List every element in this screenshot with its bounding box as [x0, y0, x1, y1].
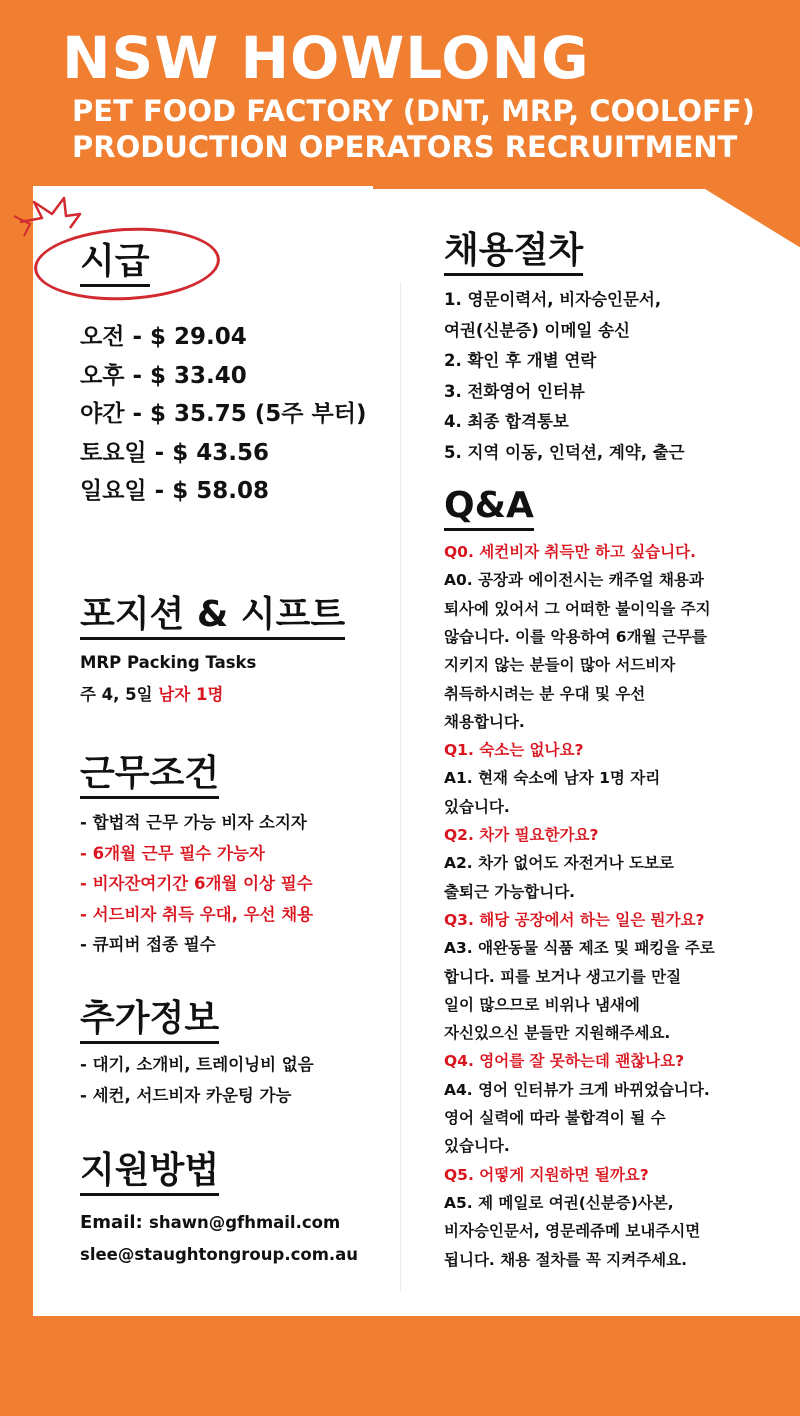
- condition-item: - 큐피버 접종 필수: [80, 935, 216, 954]
- condition-item: - 서드비자 취득 우대, 우선 채용: [80, 904, 314, 924]
- conditions-heading: 근무조건: [80, 752, 219, 799]
- process-step: 여권(신분증) 이메일 송신: [444, 320, 630, 340]
- qa-answer: A3. 애완동물 식품 제조 및 패킹을 주로: [444, 939, 715, 958]
- qa-answer: 있습니다.: [444, 797, 510, 816]
- qa-question: Q3. 해당 공장에서 하는 일은 뭔가요?: [444, 910, 705, 929]
- wage-rate-saturday: 토요일 - $ 43.56: [80, 439, 269, 466]
- qa-answer: 출퇴근 가능합니다.: [444, 882, 576, 901]
- position-shift-highlight: 남자 1명: [158, 685, 224, 704]
- qa-answer: 합니다. 피를 보거나 생고기를 만질: [444, 967, 682, 986]
- process-step: 3. 전화영어 인터뷰: [444, 381, 585, 401]
- position-heading: 포지션 & 시프트: [80, 593, 345, 640]
- qa-answer: 자신있으신 분들만 지원해주세요.: [444, 1024, 671, 1043]
- qa-answer: 퇴사에 있어서 그 어떠한 불이익을 주지: [444, 599, 711, 618]
- qa-answer: 않습니다. 이를 악용하여 6개월 근무를: [444, 627, 707, 646]
- process-step: 2. 확인 후 개별 연락: [444, 351, 597, 371]
- apply-heading: 지원방법: [80, 1149, 219, 1196]
- process-step: 5. 지역 이동, 인덕션, 계약, 출근: [444, 443, 685, 462]
- qa-heading: Q&A: [444, 484, 534, 531]
- condition-item: - 6개월 근무 필수 가능자: [80, 843, 265, 863]
- qa-answer: 취득하시려는 분 우대 및 우선: [444, 684, 646, 703]
- process-heading: 채용절차: [444, 229, 583, 276]
- wage-rate-night: 야간 - $ 35.75 (5주 부터): [80, 401, 367, 427]
- email-link-2[interactable]: slee@staughtongroup.com.au: [80, 1245, 359, 1264]
- qa-answer: A1. 현재 숙소에 남자 1명 자리: [444, 769, 661, 788]
- apply-email-line: [80, 1208, 340, 1239]
- qa-question: Q1. 숙소는 없나요?: [444, 741, 584, 760]
- qa-answer: 영어 실력에 따라 불합격이 될 수: [444, 1109, 666, 1127]
- wage-rate-sunday: 일요일 - $ 58.08: [80, 478, 269, 504]
- subtitle-line-2: PRODUCTION OPERATORS RECRUITMENT: [72, 130, 738, 164]
- qa-question: Q5. 어떻게 지원하면 될까요?: [444, 1165, 649, 1184]
- qa-answer: 비자승인문서, 영문레쥬메 보내주시면: [444, 1222, 701, 1241]
- wage-heading: 시급: [80, 240, 150, 287]
- qa-answer: A5. 제 메일로 여권(신분증)사본,: [444, 1193, 674, 1212]
- qa-question: Q4. 영어를 잘 못하는데 괜찮나요?: [444, 1052, 685, 1071]
- condition-item: - 합법적 근무 가능 비자 소지자: [80, 813, 307, 832]
- qa-answer: 됩니다. 채용 절차를 꼭 지켜주세요.: [444, 1250, 687, 1269]
- qa-answer: 지키지 않는 분들이 많아 서드비자: [444, 656, 676, 675]
- qa-answer: A4. 영어 인터뷰가 크게 바뀌었습니다.: [444, 1080, 710, 1099]
- main-title: NSW HOWLONG: [62, 24, 590, 92]
- extra-item: - 대기, 소개비, 트레이닝비 없음: [80, 1055, 314, 1074]
- qa-answer: 채용합니다.: [444, 712, 525, 731]
- process-step: 1. 영문이력서, 비자승인문서,: [444, 290, 662, 309]
- extra-heading: 추가정보: [80, 997, 219, 1044]
- position-shift: [80, 680, 223, 711]
- email-link-1[interactable]: shawn@gfhmail.com: [149, 1213, 341, 1232]
- qa-question: Q2. 차가 필요한가요?: [444, 826, 599, 844]
- position-task: MRP Packing Tasks: [80, 653, 257, 672]
- subtitle-line-1: PET FOOD FACTORY (DNT, MRP, COOLOFF): [72, 94, 755, 128]
- qa-question: Q0. 세컨비자 취득만 하고 싶습니다.: [444, 543, 696, 561]
- qa-answer: 일이 많으므로 비위나 냄새에: [444, 995, 640, 1014]
- condition-item: - 비자잔여기간 6개월 이상 필수: [80, 874, 313, 893]
- qa-answer: A2. 차가 없어도 자전거나 도보로: [444, 854, 674, 873]
- extra-item: - 세컨, 서드비자 카운팅 가능: [80, 1085, 292, 1105]
- process-step: 4. 최종 합격통보: [444, 412, 569, 432]
- email-label: Email:: [80, 1212, 150, 1233]
- wage-rate-morning: 오전 - $ 29.04: [80, 324, 247, 350]
- position-shift-days: 주 4, 5일: [80, 685, 159, 704]
- wage-rate-afternoon: 오후 - $ 33.40: [80, 362, 247, 389]
- qa-answer: 있습니다.: [444, 1137, 510, 1156]
- qa-answer: A0. 공장과 에이전시는 캐주얼 채용과: [444, 571, 704, 590]
- column-divider: [400, 282, 401, 1292]
